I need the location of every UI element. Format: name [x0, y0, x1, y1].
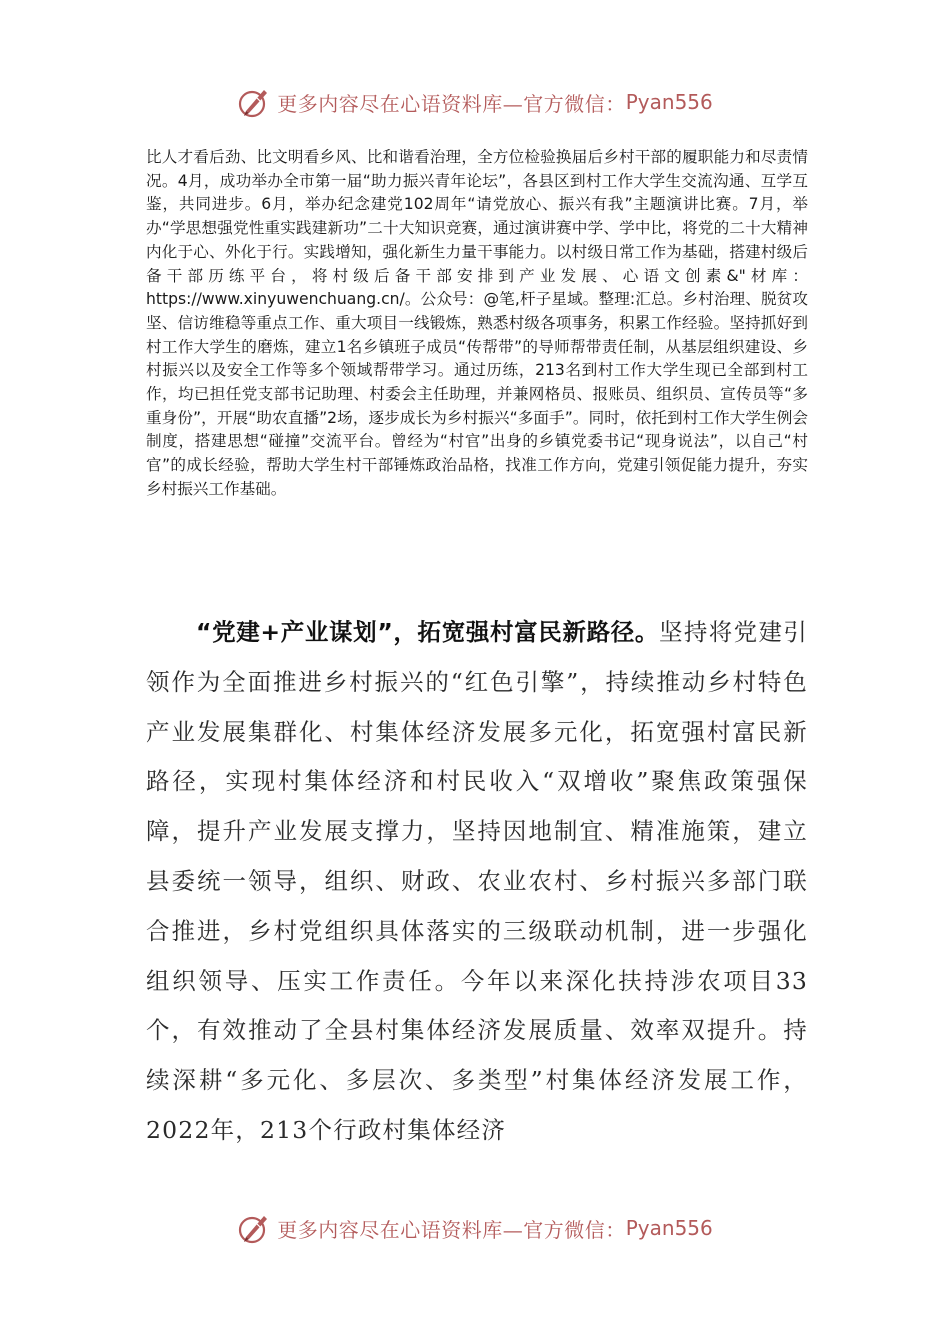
footer-banner — [0, 1208, 950, 1248]
quill-pen-logo-icon — [237, 85, 271, 119]
quill-pen-logo-icon — [237, 1211, 271, 1245]
header-banner — [0, 82, 950, 122]
wechat-id: Pyan556 — [625, 1216, 713, 1240]
body-paragraph-2 — [146, 608, 808, 1156]
paragraph-2-text: 坚持将党建引领作为全面推进乡村振兴的“红色引擎”，持续推动乡村特色产业发展集群化、村集体经济发展多元化，拓宽强村富民新路径，实现村集体经济和村民收入“双增收”聚焦政策强保障，提升产业发展支撑力，坚持因地制宜、精准施策，建立县委统一领导，组织、财政、农业农村、乡村振兴多部门联合推进，乡村党组织具体落实的三级联动机制，进一步强化组织领导、压实工作责任。今年以来深化扶持涉农项目33个，有效推动了全县村集体经济发展质量、效率双提升。持续深耕“多元化、多层次、多类型”村集体经济发展工作，2022年，213个行政村集体经济 — [146, 618, 808, 1144]
paragraph-2-lead: “党建+产业谋划”，拓宽强村富民新路径。 — [196, 618, 660, 646]
wechat-id: Pyan556 — [625, 90, 713, 114]
banner-text: 更多内容尽在心语资料库—官方微信： — [277, 1217, 626, 1242]
banner-text: 更多内容尽在心语资料库—官方微信： — [277, 91, 626, 116]
body-paragraph-1: 比人才看后劲、比文明看乡风、比和谐看治理，全方位检验换届后乡村干部的履职能力和尽责情况。4月，成功举办全市第一届“助力振兴青年论坛”，各县区到村工作大学生交流沟通、互学互鉴，共同进步。6月，举办纪念建党102周年“请党放心、振兴有我”主题演讲比赛。7月，举办“学思想强党性重实践建新功”二十大知识竞赛，通过演讲赛中学、学中比，将党的二十大精神内化于心、外化于行。实践增知，强化新生力量干事能力。以村级日常工作为基础，搭建村级后备干部历练平台，将村级后备干部安排到产业发展、心语文创素&"材库：https://www.xinyuwenchuang.cn/。公众号：@笔,杆子星域。整理:汇总。乡村治理、脱贫攻坚、信访维稳等重点工作、重大项目一线锻炼，熟悉村级各项事务，积累工作经验。坚持抓好到村工作大学生的磨炼，建立1名乡镇班子成员“传帮带”的导师帮带责任制，从基层组织建设、乡村振兴以及安全工作等多个领域帮带学习。通过历练，213名到村工作大学生现已全部到村工作，均已担任党支部书记助理、村委会主任助理，并兼网格员、报账员、组织员、宣传员等“多重身份”，开展“助农直播”2场，逐步成长为乡村振兴“多面手”。同时，依托到村工作大学生例会制度，搭建思想“碰撞”交流平台。曾经为“村官”出身的乡镇党委书记“现身说法”，以自己“村官”的成长经验，帮助大学生村干部锤炼政治品格，找准工作方向，党建引领促能力提升，夯实乡村振兴工作基础。 — [146, 148, 808, 498]
